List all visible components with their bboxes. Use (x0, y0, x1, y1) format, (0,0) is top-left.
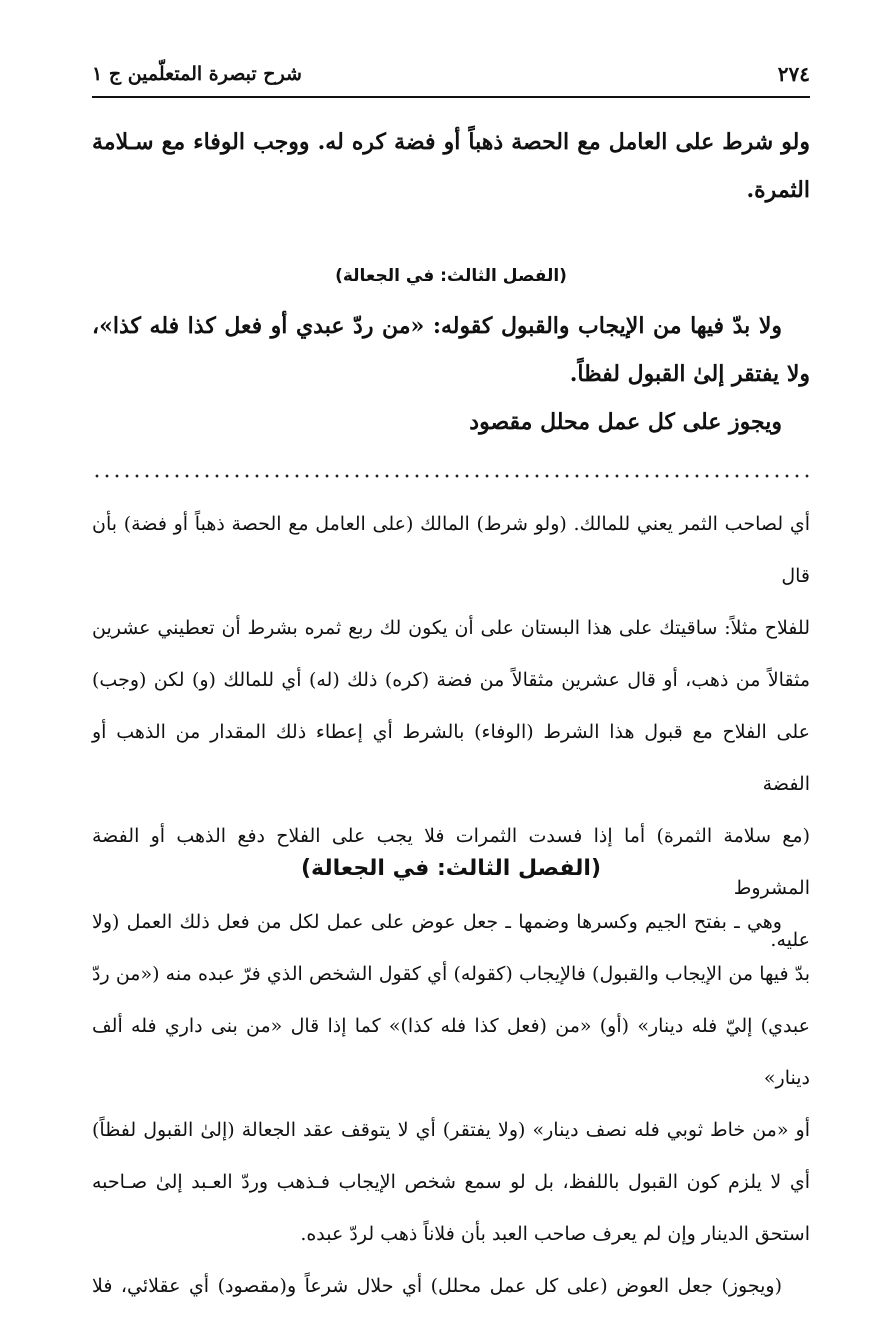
sharh-line: وهي ـ بفتح الجيم وكسرها وضمها ـ جعل عوض على عمل لكل من فعل ذلك العمل (ولا (92, 911, 782, 933)
running-title: شرح تبصرة المتعلّمين ج ١ (92, 63, 302, 85)
header-rule (92, 96, 810, 98)
matn-line: ويجوز على كل عمل محلل مقصود (469, 409, 782, 435)
matn-line: ولا يفتقر إلىٰ القبول لفظاً. (569, 361, 810, 387)
sharh-line: عبدي) إليّ فله دينار» (أو) «من (فعل كذا فله كذا)» كما إذا قال «من بنى داري فله ألف دينار» (92, 1015, 810, 1089)
dotted-separator (92, 474, 810, 478)
page-number: ٢٧٤ (777, 62, 810, 86)
sharh-line: (ويجوز) جعل العوض (على كل عمل محلل) أي حلال شرعاً و(مقصود) أي عقلائي، فلا (92, 1275, 782, 1297)
matn-line: ولا بدّ فيها من الإيجاب والقبول كقوله: «من ردّ عبدي أو فعل كذا فله كذا»، (92, 313, 782, 339)
sharh-line: مثقالاً من ذهب، أو قال عشرين مثقالاً من فضة (كره) ذلك (له) أي للمالك (و) لكن (وجب) (92, 669, 810, 691)
sharh-line: على الفلاح مع قبول هذا الشرط (الوفاء) بالشرط أي إعطاء ذلك المقدار من الذهب أو الفضة (92, 721, 810, 795)
sharh-line: أو «من خاط ثوبي فله نصف دينار» (ولا يفتقر) أي لا يتوقف عقد الجعالة (إلىٰ القبول لفظاً) (92, 1119, 810, 1141)
sharh-second (92, 896, 810, 1312)
sharh-line: للفلاح مثلاً: ساقيتك على هذا البستان على أن يكون لك ربع ثمره بشرط أن تعطيني عشرين (92, 617, 810, 639)
section-heading-sharh: (الفصل الثالث: في الجعالة) (300, 856, 602, 881)
sharh-line: استحق الدينار وإن لم يعرف صاحب العبد بأن فلاناً ذهب لردّ عبده. (300, 1223, 810, 1245)
matn-top (92, 118, 810, 214)
sharh-line: أي لصاحب الثمر يعني للمالك. (ولو شرط) المالك (على العامل مع الحصة ذهباً أو فضة) بأن قال (92, 513, 810, 587)
sharh-line: أي لا يلزم كون القبول باللفظ، بل لو سمع شخص الإيجاب فـذهب وردّ العـبد إلىٰ صـاحبه (92, 1171, 810, 1193)
page-header (92, 52, 810, 96)
sharh-line: بدّ فيها من الإيجاب والقبول) فالإيجاب (كقوله) أي كقول الشخص الذي فرّ عبده منه («من ردّ (92, 963, 810, 985)
sharh-line: عليه. (770, 929, 810, 951)
section-heading-matn: (الفصل الثالث: في الجعالة) (335, 266, 567, 286)
matn-jualah (92, 302, 810, 446)
matn-line: الثمرة. (746, 177, 810, 203)
matn-line: ولو شرط على العامل مع الحصة ذهباً أو فضة كره له. ووجب الوفاء مع سـلامة (92, 129, 810, 155)
sharh-line: (مع سلامة الثمرة) أما إذا فسدت الثمرات فلا يجب على الفلاح دفع الذهب أو الفضة المشروط (92, 825, 810, 899)
